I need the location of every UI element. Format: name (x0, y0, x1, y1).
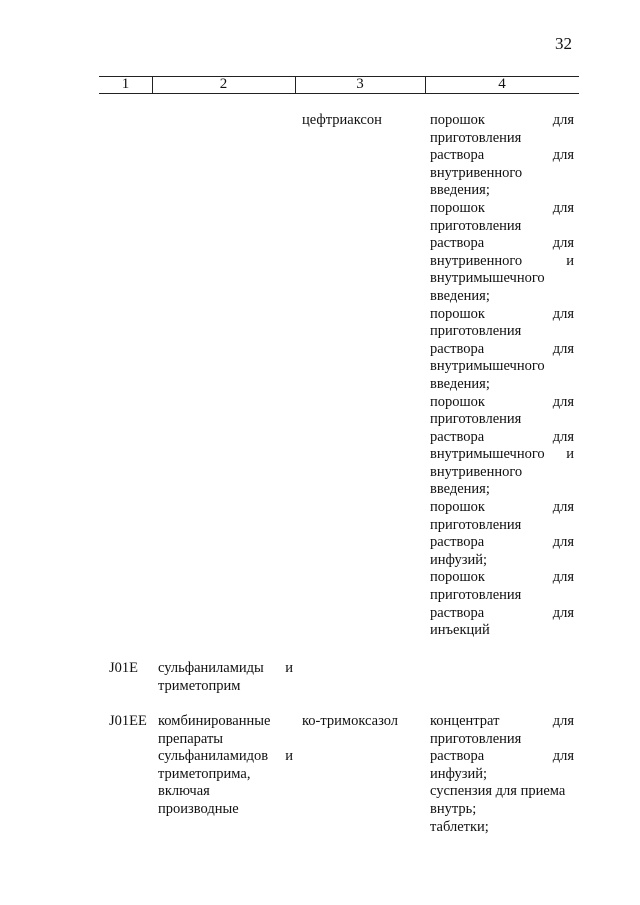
header-col-2: 2 (219, 76, 228, 92)
table-header (99, 76, 579, 93)
page-number: 32 (555, 34, 572, 53)
justified-text-line (430, 235, 574, 253)
text-line: введения; (430, 287, 490, 304)
text-word: и (285, 660, 293, 676)
text-line: инъекций (430, 622, 490, 639)
text-word: раствора (430, 604, 485, 621)
text-word: концентрат (430, 713, 500, 729)
dosage-forms-co-trimoxazole (430, 713, 574, 836)
text-word: сульфаниламидов (158, 748, 269, 765)
justified-text-line (430, 200, 574, 218)
header-bottom-rule (99, 93, 579, 94)
justified-text-line (430, 253, 574, 271)
text-line: внутримышечного (430, 270, 545, 287)
justified-text-line (430, 446, 574, 464)
justified-text-line (430, 499, 574, 517)
text-line: внутрь; (430, 800, 477, 817)
text-word: для (552, 428, 574, 445)
text-line: приготовления (430, 323, 522, 340)
text-word: для (552, 147, 574, 164)
text-line: инфузий; (430, 765, 488, 782)
drug-name-ceftriaxone: цефтриаксон (302, 112, 382, 128)
text-line: суспензия для приема (430, 783, 566, 800)
dosage-form-entry (430, 499, 574, 569)
text-word: для (552, 748, 574, 765)
text-line: внутривенного (430, 463, 523, 480)
justified-text-line (158, 660, 293, 678)
text-word: раствора (430, 748, 485, 765)
dosage-form-entry (430, 569, 574, 639)
dosage-form-entry (430, 200, 574, 306)
atc-code-j01e: J01E (109, 660, 138, 676)
text-word: порошок (430, 112, 485, 128)
justified-text-line (430, 147, 574, 165)
text-word: сульфаниламиды (158, 660, 264, 676)
text-line: включая (158, 783, 210, 800)
text-word: и (566, 252, 574, 269)
text-line: введения; (430, 481, 490, 498)
text-word: и (285, 748, 293, 765)
text-word: раствора (430, 340, 485, 357)
header-col-1: 1 (121, 76, 130, 92)
text-word: внутривенного (430, 252, 523, 269)
text-line: приготовления (430, 587, 522, 604)
text-line: триметоприм (158, 677, 241, 694)
text-word: раствора (430, 235, 485, 252)
text-word: для (552, 534, 574, 551)
text-word: порошок (430, 305, 485, 322)
text-line: триметоприма, (158, 765, 251, 782)
text-line: внутримышечного (430, 358, 545, 375)
justified-text-line (430, 394, 574, 412)
text-word: внутримышечного (430, 446, 545, 463)
justified-text-line (430, 534, 574, 552)
text-word: для (552, 199, 574, 216)
text-word: порошок (430, 393, 485, 410)
text-word: для (552, 305, 574, 322)
text-line: комбинированные (158, 713, 271, 729)
justified-text-line (430, 112, 574, 130)
text-word: для (552, 569, 574, 586)
text-line: введения; (430, 375, 490, 392)
text-line: приготовления (430, 217, 522, 234)
text-line: внутривенного (430, 164, 523, 181)
text-word: для (552, 340, 574, 357)
text-line: таблетки; (430, 818, 489, 835)
text-line: приготовления (430, 730, 522, 747)
text-line: инфузий; (430, 551, 488, 568)
justified-text-line (430, 605, 574, 623)
text-word: для (552, 393, 574, 410)
atc-code-j01ee: J01EE (109, 713, 147, 729)
justified-text-line (430, 306, 574, 324)
text-line: препараты (158, 730, 224, 747)
text-line: производные (158, 800, 239, 817)
text-word: раствора (430, 147, 485, 164)
drug-name-co-trimoxazole: ко-тримоксазол (302, 713, 399, 729)
justified-text-line (430, 429, 574, 447)
text-word: для (552, 112, 574, 128)
header-col-3: 3 (356, 76, 364, 92)
text-word: порошок (430, 499, 485, 516)
dosage-form-entry (430, 112, 574, 200)
text-line: приготовления (430, 129, 522, 146)
text-word: и (566, 446, 574, 463)
dosage-form-entry (430, 306, 574, 394)
text-word: для (552, 713, 574, 729)
text-word: для (552, 235, 574, 252)
text-word: порошок (430, 199, 485, 216)
text-line: введения; (430, 182, 490, 199)
dosage-form-entry (430, 394, 574, 500)
justified-text-line (430, 341, 574, 359)
justified-text-line (430, 748, 574, 766)
text-word: порошок (430, 569, 485, 586)
justified-text-line (158, 748, 293, 766)
dosage-forms-ceftriaxone (430, 112, 574, 640)
text-line: приготовления (430, 516, 522, 533)
group-name-j01ee (158, 713, 293, 819)
text-word: для (552, 604, 574, 621)
text-word: для (552, 499, 574, 516)
justified-text-line (430, 713, 574, 731)
text-word: раствора (430, 428, 485, 445)
text-word: раствора (430, 534, 485, 551)
justified-text-line (430, 569, 574, 587)
group-name-j01e (158, 660, 293, 695)
text-line: приготовления (430, 411, 522, 428)
header-col-4: 4 (498, 76, 506, 92)
